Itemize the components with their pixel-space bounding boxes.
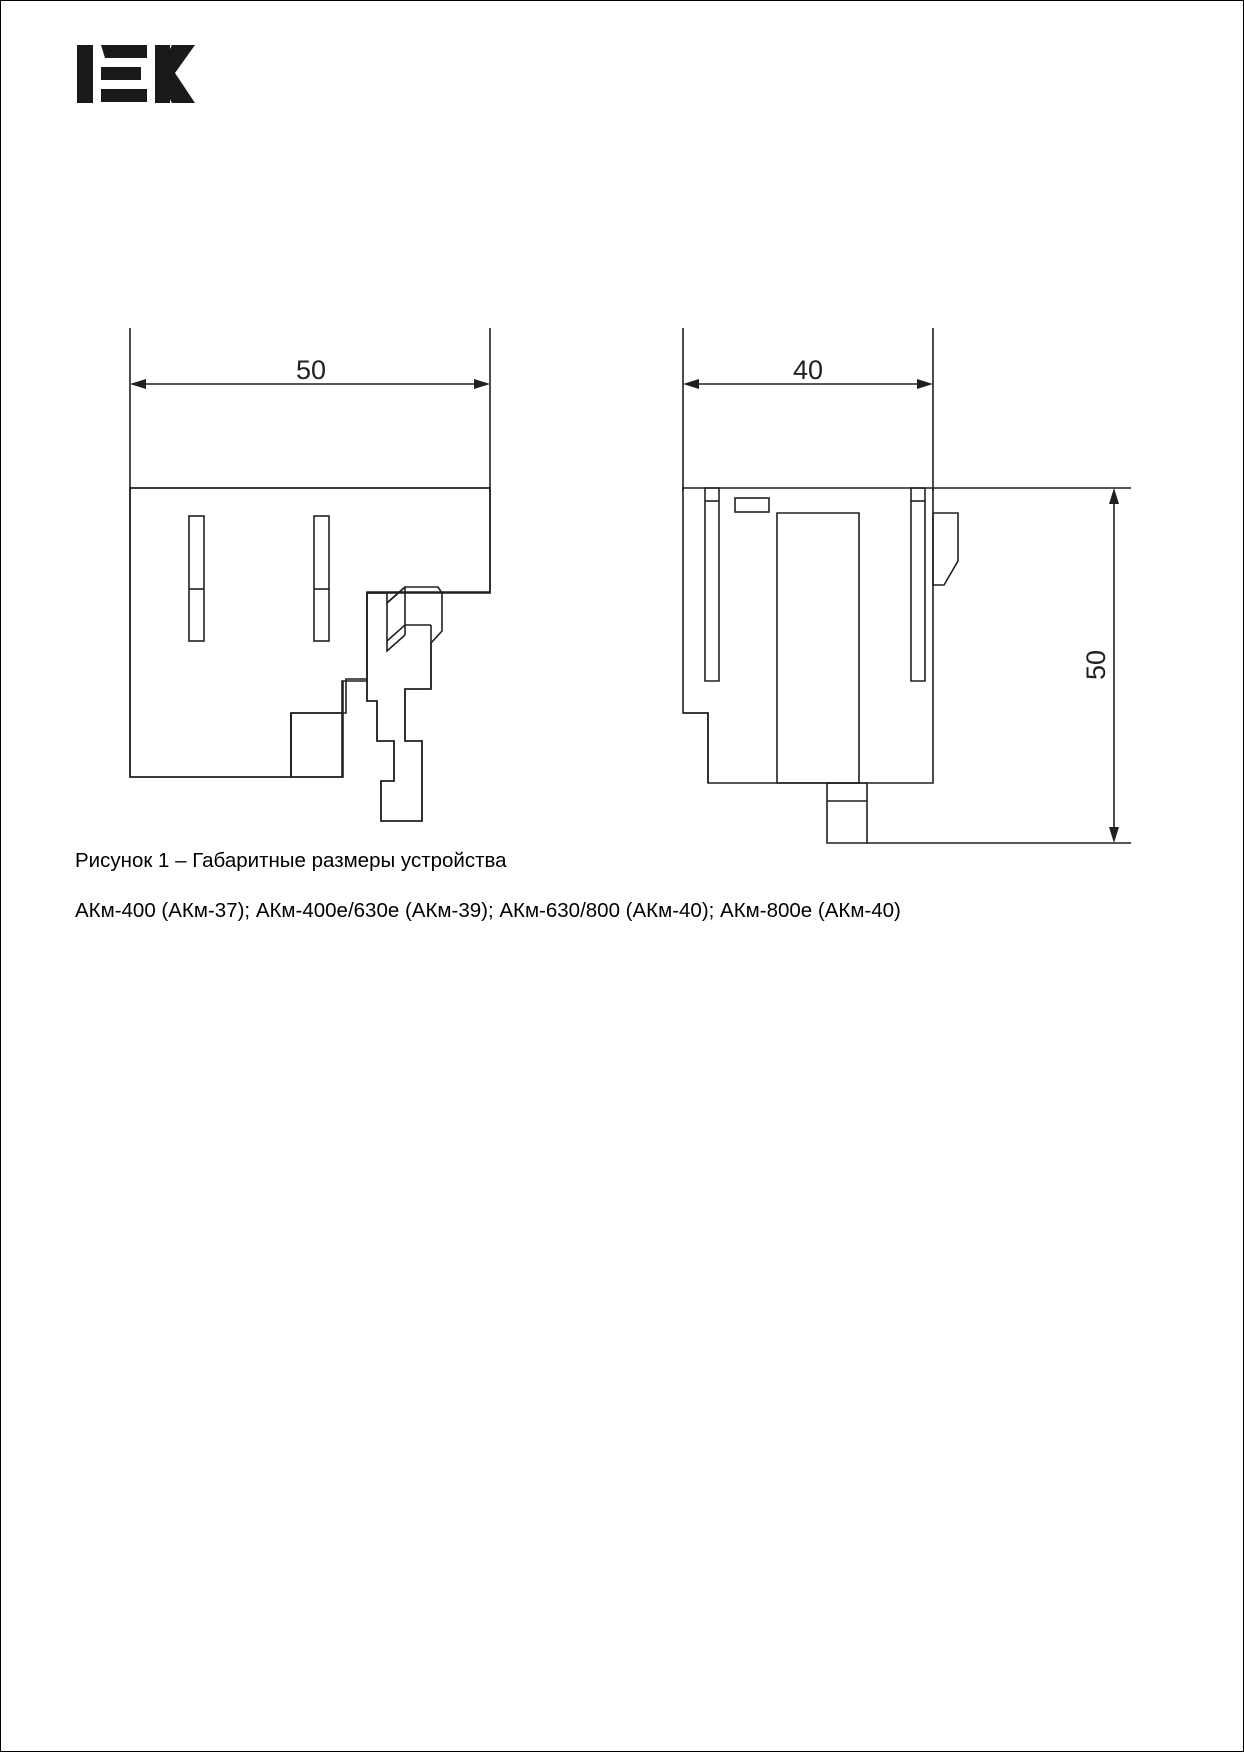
dimension-label-height-side: 50 (1081, 649, 1111, 681)
dimension-label-width-side: 40 (792, 355, 824, 385)
figure-caption-models: АКм-400 (АКм-37); АКм-400е/630е (АКм-39); АКм-630/800 (АКм-40); АКм-800е (АКм-40) (75, 899, 901, 922)
figure-caption (75, 846, 1155, 926)
dimension-label-width-front: 50 (295, 355, 327, 385)
figure-caption-title: Рисунок 1 – Габаритные размеры устройства (75, 849, 507, 872)
iek-logo (75, 39, 205, 109)
